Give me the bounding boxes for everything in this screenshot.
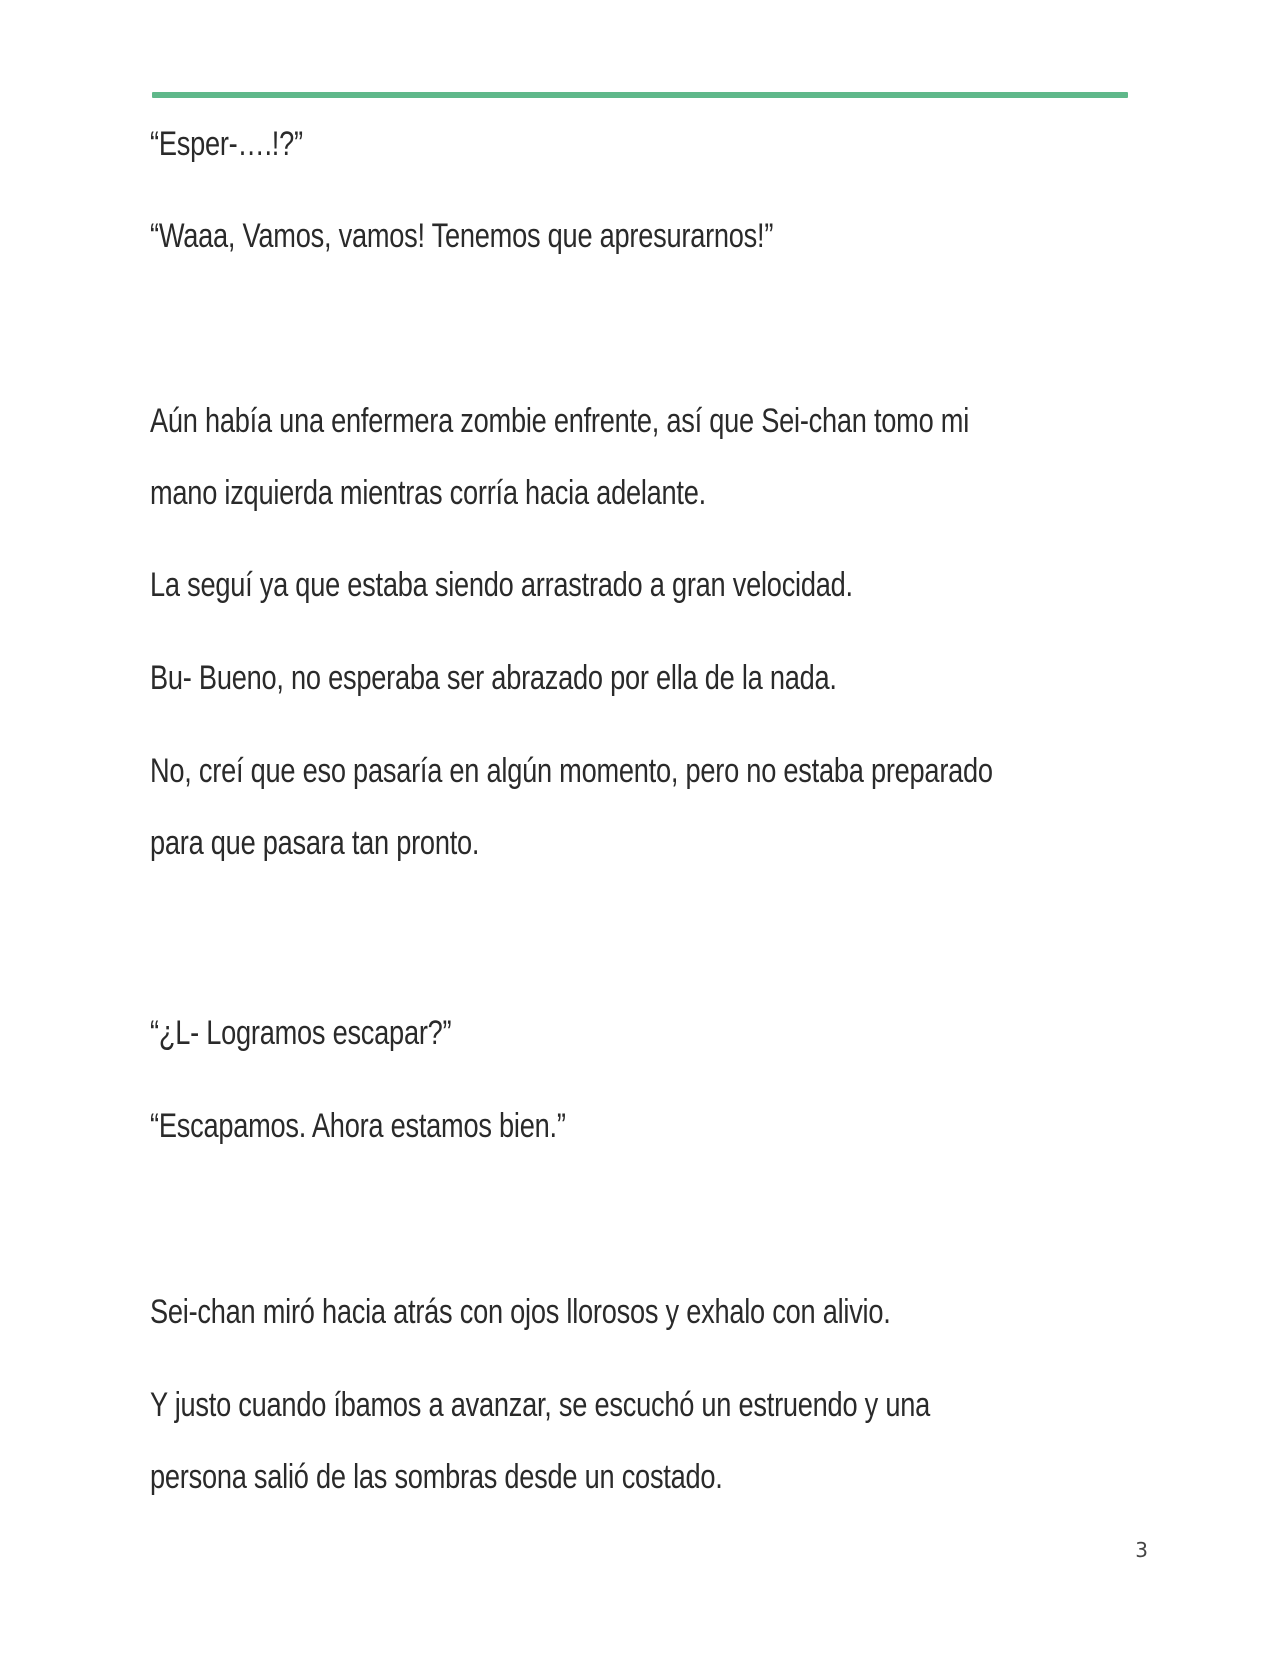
paragraph-2 (150, 200, 1110, 272)
paragraph-3 (150, 385, 1110, 529)
page-number: 3 (1135, 1538, 1148, 1562)
paragraph-line: persona salió de las sombras desde un costado. (150, 1458, 723, 1496)
paragraph-line: mano izquierda mientras corría hacia adelante. (150, 474, 706, 512)
paragraph-line: Bu- Bueno, no esperaba ser abrazado por ella de la nada. (150, 659, 837, 697)
paragraph-line: La seguí ya que estaba siendo arrastrado a gran velocidad. (150, 566, 853, 604)
paragraph-4 (150, 549, 1110, 621)
paragraph-10 (150, 1369, 1110, 1513)
paragraph-5 (150, 642, 1110, 714)
paragraph-line: Sei-chan miró hacia atrás con ojos llorosos y exhalo con alivio. (150, 1293, 891, 1331)
paragraph-line: No, creí que eso pasaría en algún momento, pero no estaba preparado (150, 752, 993, 790)
paragraph-line: Y justo cuando íbamos a avanzar, se escuchó un estruendo y una (150, 1386, 930, 1424)
paragraph-line: para que pasara tan pronto. (150, 824, 480, 862)
paragraph-7 (150, 997, 1110, 1069)
top-divider (152, 92, 1128, 98)
paragraph-line: “Esper-….!?” (150, 125, 303, 163)
paragraph-line: “¿L- Logramos escapar?” (150, 1014, 452, 1052)
paragraph-9 (150, 1276, 1110, 1348)
paragraph-8 (150, 1090, 1110, 1162)
paragraph-line: Aún había una enfermera zombie enfrente, así que Sei-chan tomo mi (150, 402, 970, 440)
paragraph-6 (150, 735, 1110, 879)
paragraph-line: “Escapamos. Ahora estamos bien.” (150, 1107, 566, 1145)
paragraph-1 (150, 108, 1110, 180)
paragraph-line: “Waaa, Vamos, vamos! Tenemos que apresurarnos!” (150, 217, 774, 255)
